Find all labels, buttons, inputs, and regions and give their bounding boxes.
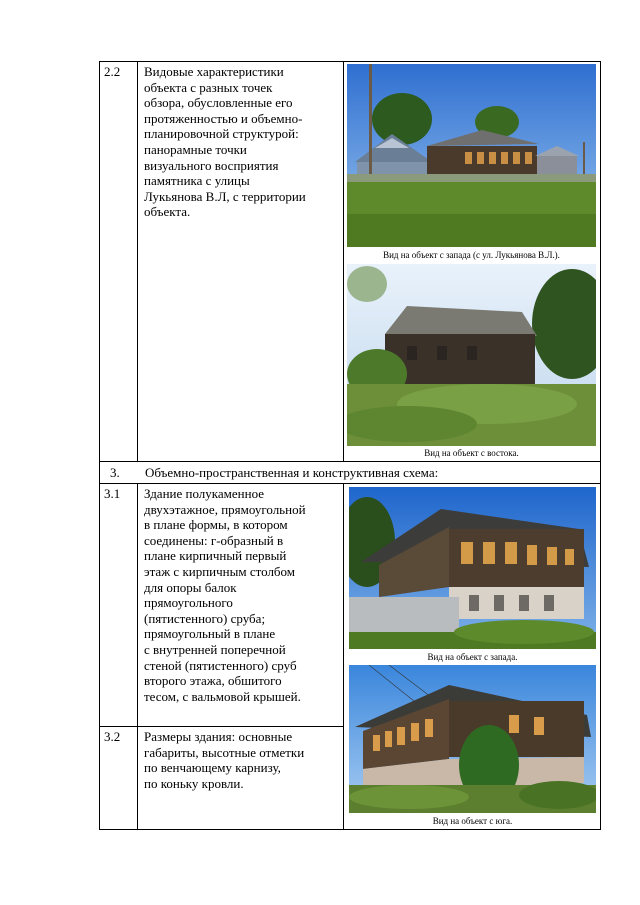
table-border-right (600, 61, 601, 830)
text-line: объекта с разных точек (144, 79, 273, 95)
text-line: плане кирпичный первый (144, 548, 287, 564)
text-line: габариты, высотные отметки (144, 744, 305, 760)
row-number-2-2: 2.2 (104, 64, 121, 79)
row-sep-32 (99, 726, 344, 727)
caption-view-west-street: Вид на объект с запада (с ул. Лукьянова В.Л.). (383, 250, 560, 260)
col-sep-photo (343, 61, 344, 462)
text-line: по коньку кровли. (144, 775, 244, 791)
text-line: Лукьянова В.Л, с территории (144, 188, 306, 204)
row-2-2-description (144, 64, 340, 220)
text-line: Видовые характеристики (144, 64, 284, 79)
row-3-title: Объемно-пространственная и конструктивная схема: (145, 465, 439, 480)
table-border-left (99, 61, 100, 830)
text-line: Здание полукаменное (144, 486, 265, 501)
photo-view-south (349, 665, 596, 813)
text-line: планировочной структурой: (144, 126, 299, 142)
caption-view-south: Вид на объект с юга. (432, 816, 513, 826)
text-line: в плане формы, в котором (144, 517, 288, 533)
photo-view-east (347, 264, 596, 446)
text-line: тесом, с вальмовой крышей. (144, 688, 301, 704)
row-number-3-2: 3.2 (104, 729, 121, 744)
row-number-3: 3. (110, 465, 120, 480)
row-sep-3-bottom (99, 483, 601, 484)
text-line: обзора, обусловленные его (144, 95, 293, 111)
text-line: прямоугольный в плане (144, 626, 276, 642)
col-sep-photo-2 (343, 483, 344, 830)
table-border-top (99, 61, 601, 62)
row-number-3-1: 3.1 (104, 486, 121, 501)
text-line: панорамные точки (144, 141, 247, 157)
text-line: протяженностью и объемно- (144, 110, 303, 126)
row-3-1-description (144, 486, 342, 704)
table-border-bottom (99, 829, 601, 830)
text-line: памятника с улицы (144, 173, 250, 189)
photo-view-west-street (347, 64, 596, 247)
photo-view-west (349, 487, 596, 649)
text-line: второго этажа, обшитого (144, 673, 282, 689)
text-line: (пятистенного) сруба; (144, 610, 266, 626)
text-line: объекта. (144, 204, 191, 220)
caption-view-west: Вид на объект с запада. (427, 652, 518, 662)
col-sep-number (137, 61, 138, 462)
row-3-2-description (144, 729, 342, 791)
text-line: соединены: г-образный в (144, 532, 284, 548)
text-line: прямоугольного (144, 595, 233, 611)
row-sep-3-top (99, 461, 601, 462)
text-line: для опоры балок (144, 579, 237, 595)
text-line: визуального восприятия (144, 157, 279, 173)
text-line: Размеры здания: основные (144, 729, 293, 744)
text-line: стеной (пятистенного) сруб (144, 657, 297, 673)
caption-view-east: Вид на объект с востока. (424, 448, 519, 458)
text-line: с внутренней поперечной (144, 641, 286, 657)
text-line: двухэтажное, прямоугольной (144, 501, 306, 517)
text-line: этаж с кирпичным столбом (144, 563, 296, 579)
text-line: по венчающему карнизу, (144, 760, 281, 776)
col-sep-number-2 (137, 483, 138, 830)
